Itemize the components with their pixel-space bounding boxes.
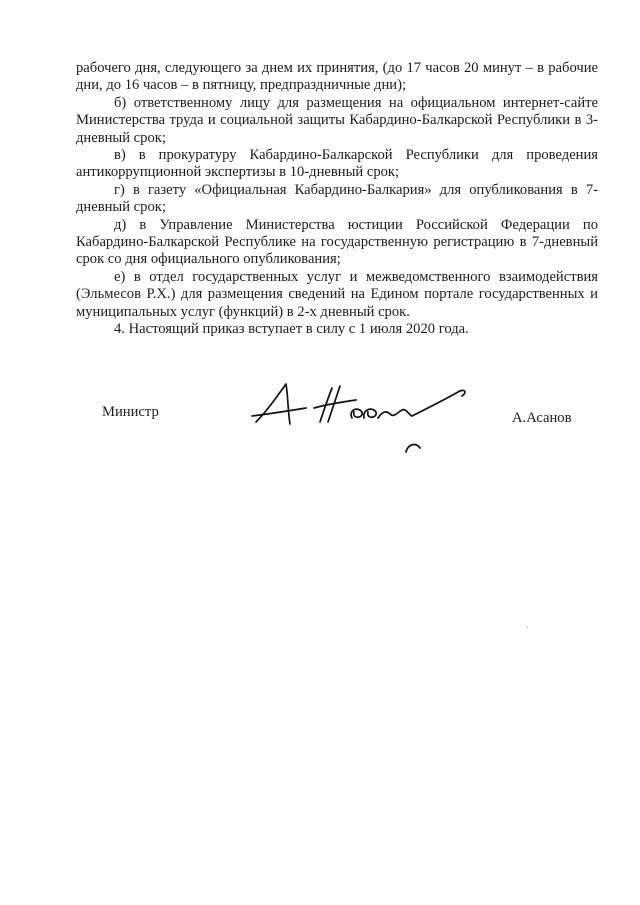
paragraph-effective-date: 4. Настоящий приказ вступает в силу с 1 июля 2020 года. [114,321,469,338]
paragraph-continuation: рабочего дня, следующего за днем их принятия, (до 17 часов 20 минут – в рабочие дни, до 16 часов – в пятницу, предпраздничные дни); [76,60,598,94]
paragraph-item-v: в) в прокуратуру Кабардино-Балкарской Республики для проведения антикоррупционной экспертизы в 10-дневный срок; [76,147,598,181]
paragraph-item-g: г) в газету «Официальная Кабардино-Балкария» для опубликования в 7-дневный срок; [76,181,598,216]
order-text [76,60,598,339]
handwritten-signature [248,378,476,458]
signer-name: А.Асанов [512,410,572,426]
scan-speck [527,627,528,628]
paragraph-item-b: б) ответственному лицу для размещения на официальном интернет-сайте Министерства труда и социальной защиты Кабардино-Балкарской Республики в 3-дневный срок; [76,94,598,146]
position-title: Министр [102,404,159,420]
paragraph-item-d: д) в Управление Министерства юстиции Российской Федерации по Кабардино-Балкарской Республике на государственную регистрацию в 7-дневный срок со дня официального опубликования; [76,216,598,268]
paragraph-item-e: е) в отдел государственных услуг и межведомственного взаимодействия (Эльмесов Р.Х.) для размещения сведений на Едином портале государственных и муниципальных услуг (функций) в 2-х дневный срок. [76,268,598,320]
